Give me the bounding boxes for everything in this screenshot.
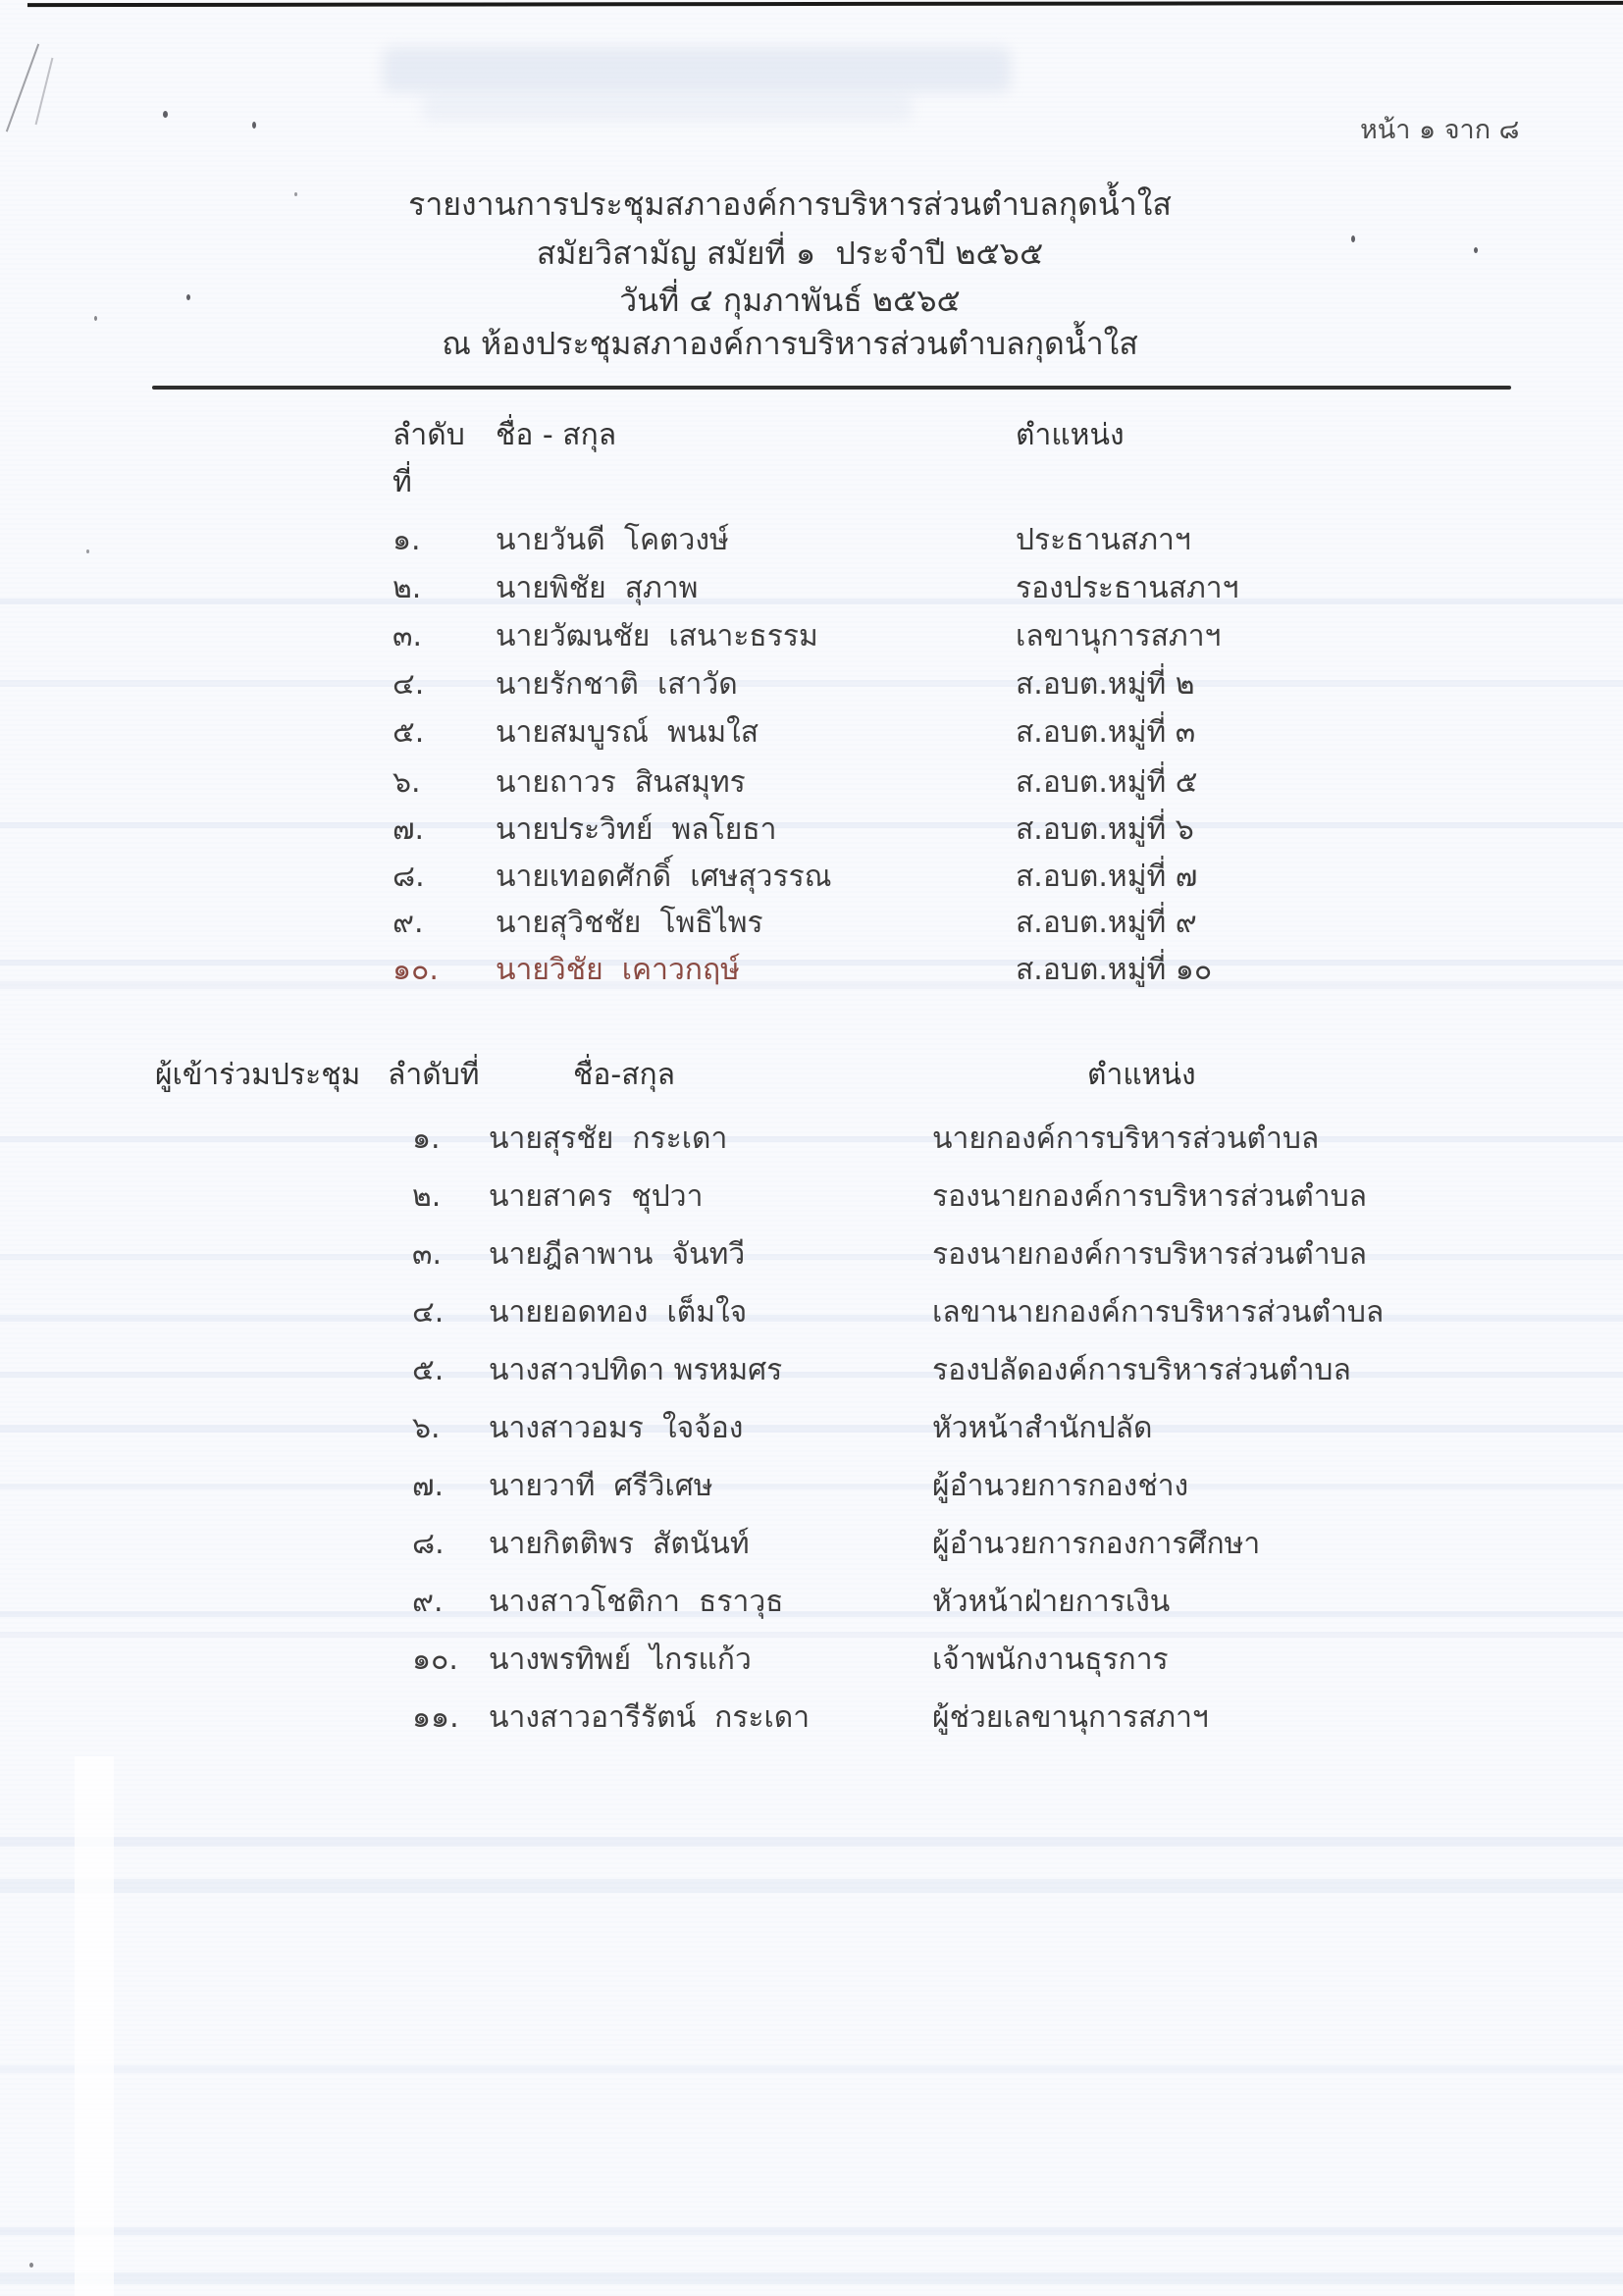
row-number: ๖.	[393, 765, 421, 800]
attendees-section-label: ผู้เข้าร่วมประชุม	[155, 1058, 361, 1092]
row-number: ๑.	[393, 523, 421, 557]
row-number: ๗.	[393, 812, 425, 847]
scan-band	[0, 1632, 1623, 1638]
row-position: เลขานุการสภาฯ	[1016, 619, 1222, 653]
scan-speck	[163, 111, 168, 118]
table-row	[0, 811, 1623, 853]
row-number: ๔.	[412, 1295, 445, 1330]
row-number: ๑๑.	[412, 1700, 459, 1735]
document-title-line-4: ณ ห้องประชุมสภาองค์การบริหารส่วนตำบลกุดน้ำใส	[442, 325, 1138, 362]
table-row	[0, 1699, 1623, 1741]
table-row	[0, 859, 1623, 900]
attendees-col-header-no: ลำดับที่	[388, 1058, 480, 1092]
table-row	[0, 666, 1623, 707]
row-name: นางสาวอารีรัตน์ กระเดา	[489, 1700, 811, 1735]
row-name: นายยอดทอง เต็มใจ	[489, 1295, 748, 1330]
row-number: ๘.	[393, 860, 425, 894]
row-number: ๒.	[412, 1179, 442, 1214]
row-name: นางพรทิพย์ ไกรแก้ว	[489, 1643, 752, 1677]
row-name: นายวันดี โคตวงษ์	[496, 523, 729, 557]
scan-speck	[29, 2263, 33, 2268]
table-row	[0, 714, 1623, 756]
row-number: ๑๐.	[412, 1643, 458, 1677]
table-row	[0, 1178, 1623, 1220]
document-title-line-2: สมัยวิสามัญ สมัยที่ ๑ ประจำปี ๒๕๖๕	[536, 235, 1044, 272]
row-name: นายสุรชัย กระเดา	[489, 1122, 728, 1156]
table-row	[0, 1352, 1623, 1393]
row-position: รองนายกองค์การบริหารส่วนตำบล	[932, 1237, 1368, 1272]
row-position: เลขานายกองค์การบริหารส่วนตำบล	[932, 1295, 1385, 1330]
row-name: นายพิชัย สุภาพ	[496, 571, 699, 605]
row-name: นายวาที ศรีวิเศษ	[489, 1469, 713, 1503]
scan-band	[0, 2065, 1623, 2073]
row-position: เจ้าพนักงานธุรการ	[932, 1643, 1169, 1677]
row-name: นายกิตติพร สัตนันท์	[489, 1527, 750, 1561]
row-name: นายสมบูรณ์ พนมใส	[496, 715, 759, 750]
row-position: หัวหน้าฝ่ายการเงิน	[932, 1585, 1171, 1619]
table-row	[0, 1468, 1623, 1509]
scan-speck	[252, 122, 256, 129]
table-row	[0, 1121, 1623, 1162]
row-number: ๙.	[393, 906, 424, 940]
row-position: ผู้อำนวยการกองช่าง	[932, 1469, 1189, 1503]
scan-light-strip	[75, 1756, 114, 2296]
row-number: ๖.	[412, 1411, 441, 1445]
attendees-col-header-name: ชื่อ-สกุล	[573, 1058, 676, 1092]
row-number: ๑๐.	[393, 953, 439, 987]
row-name: นายเทอดศักดิ์ เศษสุวรรณ	[496, 860, 832, 894]
scan-ghost-text	[422, 94, 913, 122]
table-row	[0, 1410, 1623, 1451]
table-row	[0, 1526, 1623, 1567]
row-position: ส.อบต.หมู่ที่ ๓	[1016, 715, 1196, 750]
table-row	[0, 522, 1623, 563]
members-col-header-position: ตำแหน่ง	[1016, 418, 1125, 452]
scan-band	[0, 2272, 1623, 2284]
row-name: นายถาวร สินสมุทร	[496, 765, 746, 800]
row-number: ๔.	[393, 667, 425, 702]
row-name: นายสุวิชชัย โพธิไพร	[496, 906, 763, 940]
row-name: นางสาวอมร ใจจ้อง	[489, 1411, 744, 1445]
row-position: ส.อบต.หมู่ที่ ๑๐	[1016, 953, 1213, 987]
scan-streak	[6, 44, 39, 132]
row-position: นายกองค์การบริหารส่วนตำบล	[932, 1122, 1320, 1156]
document-title-line-3: วันที่ ๔ กุมภาพันธ์ ๒๕๖๕	[619, 282, 961, 319]
row-number: ๓.	[393, 619, 423, 653]
row-position: ส.อบต.หมู่ที่ ๗	[1016, 860, 1198, 894]
scan-band	[0, 1837, 1623, 1847]
table-row	[0, 952, 1623, 993]
row-position: ผู้อำนวยการกองการศึกษา	[932, 1527, 1261, 1561]
row-name: นายฎีลาพาน จันทวี	[489, 1237, 746, 1272]
members-col-header-no-line1: ลำดับ	[393, 418, 465, 452]
row-number: ๕.	[393, 715, 425, 750]
attendees-col-header-position: ตำแหน่ง	[1087, 1058, 1196, 1092]
table-row	[0, 1584, 1623, 1625]
row-name: นายวัฒนชัย เสนาะธรรม	[496, 619, 818, 653]
table-row	[0, 764, 1623, 806]
row-position: ผู้ช่วยเลขานุการสภาฯ	[932, 1700, 1209, 1735]
row-position: ส.อบต.หมู่ที่ ๙	[1016, 906, 1197, 940]
scan-band	[0, 1879, 1623, 1893]
scan-ghost-text	[383, 47, 1011, 92]
title-divider-rule	[152, 386, 1511, 390]
page-number: หน้า ๑ จาก ๘	[1360, 115, 1520, 145]
row-number: ๓.	[412, 1237, 443, 1272]
table-row	[0, 1236, 1623, 1278]
row-position: หัวหน้าสำนักปลัด	[932, 1411, 1153, 1445]
table-row	[0, 1642, 1623, 1683]
members-col-header-no-line2: ที่	[393, 465, 412, 499]
row-position: ส.อบต.หมู่ที่ ๖	[1016, 812, 1194, 847]
row-position: รองนายกองค์การบริหารส่วนตำบล	[932, 1179, 1368, 1214]
row-position: ส.อบต.หมู่ที่ ๕	[1016, 765, 1198, 800]
row-position: รองประธานสภาฯ	[1016, 571, 1239, 605]
row-name: นางสาวโชติกา ธราวุธ	[489, 1585, 784, 1619]
row-name: นายประวิทย์ พลโยธา	[496, 812, 777, 847]
table-row	[0, 570, 1623, 611]
row-number: ๘.	[412, 1527, 445, 1561]
row-number: ๕.	[412, 1353, 445, 1387]
row-number: ๙.	[412, 1585, 444, 1619]
scan-streak	[35, 58, 54, 125]
scan-band	[0, 2227, 1623, 2235]
table-row	[0, 618, 1623, 659]
row-name: นายวิชัย เคาวกฤษ์	[496, 953, 740, 987]
table-row	[0, 905, 1623, 946]
document-title-line-1: รายงานการประชุมสภาองค์การบริหารส่วนตำบลกุดน้ำใส	[408, 185, 1172, 223]
row-position: ส.อบต.หมู่ที่ ๒	[1016, 667, 1195, 702]
scan-edge-line	[27, 1, 1623, 7]
row-number: ๒.	[393, 571, 422, 605]
members-col-header-name: ชื่อ - สกุล	[496, 418, 617, 452]
row-name: นายสาคร ชุปวา	[489, 1179, 704, 1214]
row-name: นางสาวปทิดา พรหมศร	[489, 1353, 783, 1387]
row-name: นายรักชาติ เสาวัด	[496, 667, 738, 702]
row-position: ประธานสภาฯ	[1016, 523, 1191, 557]
table-row	[0, 1294, 1623, 1335]
row-number: ๗.	[412, 1469, 445, 1503]
row-position: รองปลัดองค์การบริหารส่วนตำบล	[932, 1353, 1351, 1387]
row-number: ๑.	[412, 1122, 441, 1156]
